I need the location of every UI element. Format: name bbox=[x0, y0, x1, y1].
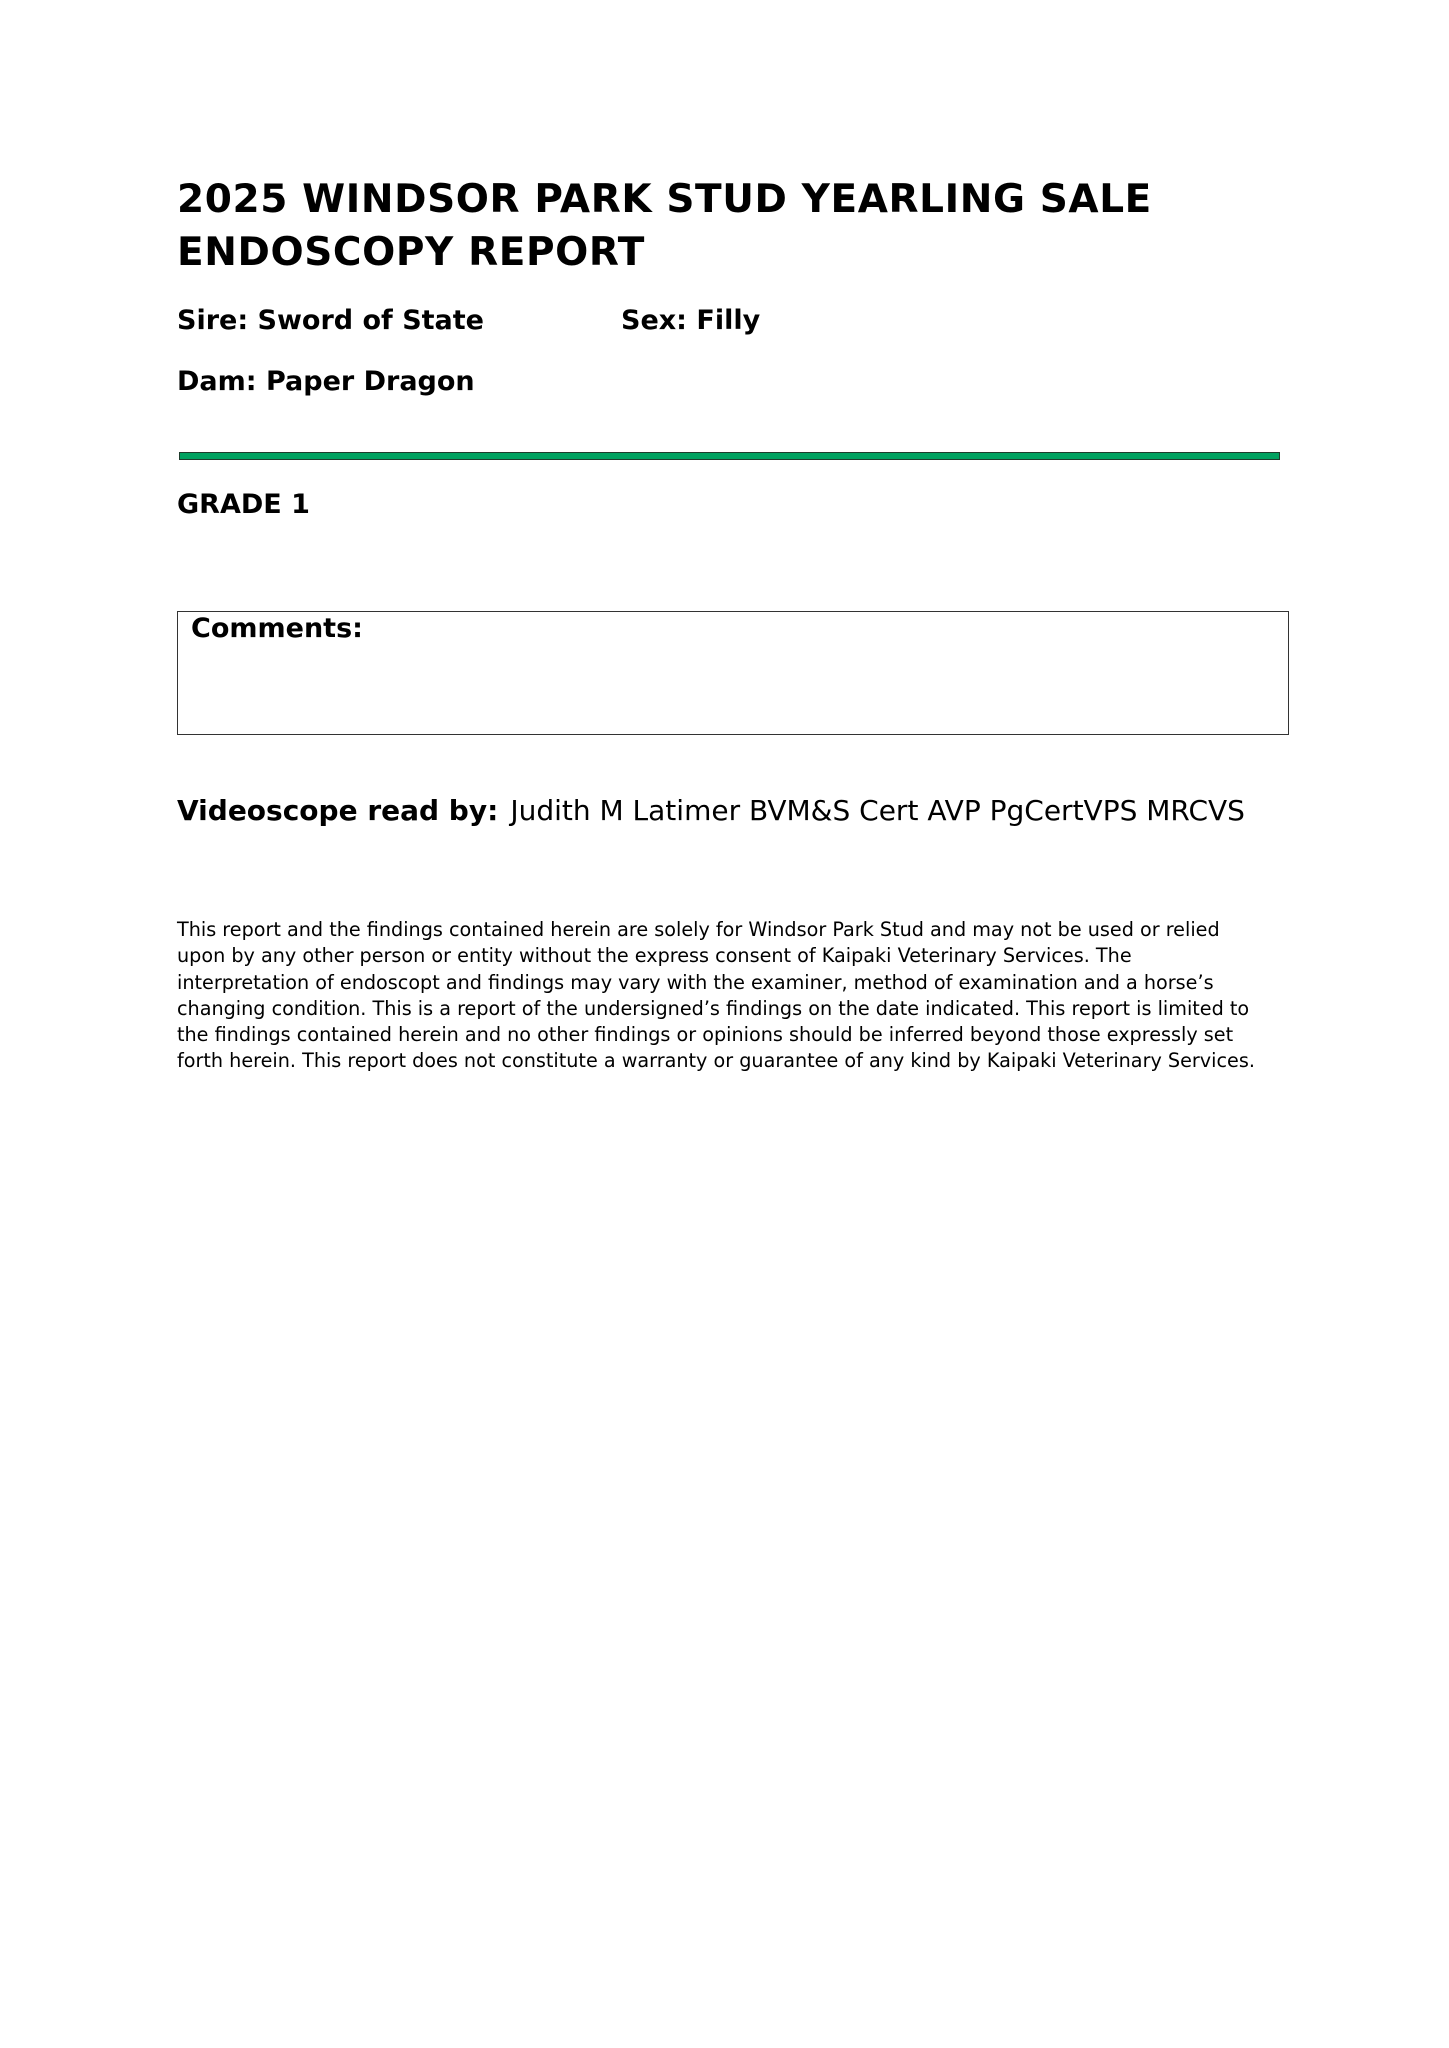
disclaimer-line-6: forth herein. This report does not constitute a warranty or guarantee of any kind by Kaipaki Veterinary Services. bbox=[177, 1049, 1255, 1073]
reader-name: Judith M Latimer BVM&S Cert AVP PgCertVPS MRCVS bbox=[510, 794, 1245, 827]
report-title bbox=[177, 173, 1277, 279]
sex-field: Sex: Filly bbox=[621, 305, 761, 336]
sire-field: Sire: Sword of State bbox=[177, 305, 484, 336]
green-divider bbox=[179, 452, 1280, 460]
comments-label: Comments: bbox=[191, 613, 363, 644]
disclaimer-line-3: interpretation of endoscopt and findings may vary with the examiner, method of examination and a horse’s bbox=[177, 970, 1214, 994]
reader-label: Videoscope read by: bbox=[177, 794, 499, 827]
report-title-line-2: ENDOSCOPY REPORT bbox=[177, 230, 645, 275]
grade-label: GRADE 1 bbox=[177, 489, 310, 520]
comments-box bbox=[177, 611, 1289, 735]
disclaimer-line-1: This report and the findings contained herein are solely for Windsor Park Stud and may not be used or relied bbox=[177, 918, 1220, 941]
report-title-line-1: 2025 WINDSOR PARK STUD YEARLING SALE bbox=[177, 177, 1152, 222]
disclaimer-text bbox=[177, 917, 1292, 1075]
dam-field: Dam: Paper Dragon bbox=[177, 366, 475, 397]
disclaimer-line-2: upon by any other person or entity without the express consent of Kaipaki Veterinary Services. The bbox=[177, 944, 1132, 968]
disclaimer-line-5: the findings contained herein and no other findings or opinions should be inferred beyond those expressly set bbox=[177, 1023, 1234, 1047]
disclaimer-line-4: changing condition. This is a report of the undersigned’s findings on the date indicated. This report is limited to bbox=[177, 996, 1250, 1020]
videoscope-reader bbox=[177, 793, 1245, 829]
